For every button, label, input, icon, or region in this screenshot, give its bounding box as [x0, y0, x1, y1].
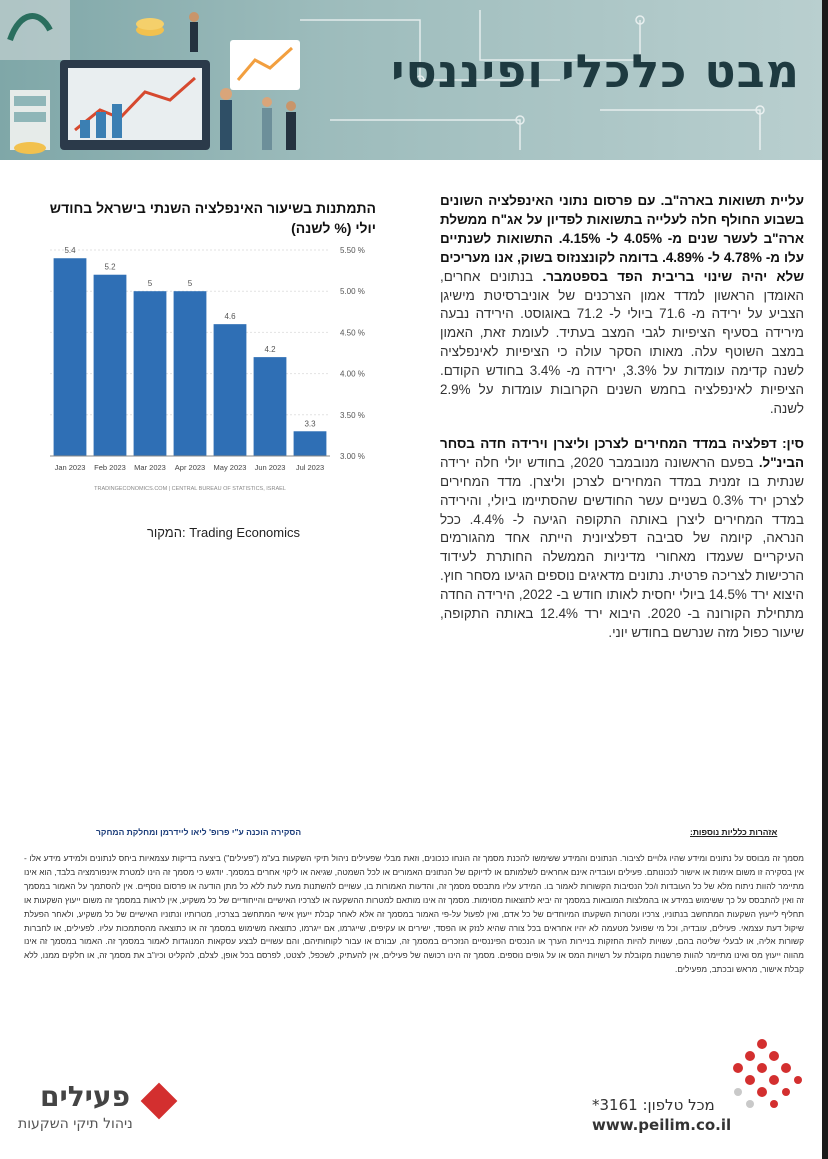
header-banner: [0, 0, 822, 160]
bar: [254, 357, 287, 456]
bar-value-label: 5.4: [64, 246, 76, 256]
bar: [134, 291, 167, 456]
y-tick-label: 3.00 %: [340, 452, 365, 461]
inflation-chart-svg: [40, 240, 380, 500]
x-tick-label: Jul 2023: [295, 463, 325, 472]
bar: [94, 275, 127, 456]
bar-value-label: 4.6: [224, 312, 236, 322]
legal-disclaimer: מסמך זה מבוסס על נתונים ומידע שהיו גלויים לציבור. הנתונים והמידע ששימשו להכנת מסמך זה הונחו כנכונים, וזאת מבלי שפעילים ניהול תיקי השקעות בע"מ ("פעילים") ביצעה בדיקות עצמאיות ביחס לנתונים ולמידע מידע אלו - אין בסקירה זו משום אימות או אישור לנכונותם. פעילים ועובדיה אינם אחראים לשלמותם או לדיוקם של הנתונים האמורים או לכל השמטה, שגיאה או ליקוי אחרים במסמך. יודגש כי מסמך זה הינו למטרת אינפורמציה בלבד, הוא אינו מתיימר להוות ניתוח מלא של כל העובדות ו/כל הנסיבות הקשורות לאמור בו. המידע עליו מתבסס מסמך זה, והדעות האמורות בו, עשויים להשתנות מעת לעת ללא כל מתן הודעה או פרסום נוסףים. אין להסתמך על האמור במסמך זה ואין להתבסס על כך ששימוש במידע או בהמלצות המובאות במסמך זה יביא לתוצאות מסוימות. מסמך זה אינו מותאם למטרות ההשקעה או לצרכיו האישיים והייחודיים של כל משקיע, אין לראות במסמך זה משום ייעוץ השקעות או תחליף לייעוץ השקעות המתחשב בנתוניו, צרכיו ומטרות השקעתו המיוחדים של כל אדם, ואין לפעול על-פי האמור במסמך זה אלא לאחר קבלת ייעוץ אישי המתחשב בצרכיו, מטרותיו ונתוניו האישיים של כל משקיע, ולאחר הפעלת שיקול דעת עצמאי. פעילים, עובדיה, וכל מי שפועל מטעמה לא יהיו אחראים בכל צורה שהיא לנזק או הפסד, ישירים או עקיפים, שייגרמו, אם ייגרמו, כתוצאה משימוש במסמך זה או כתוצאה מהסתמכות עליו. לפעילים, או לחברות קשורות אליה, או לבעלי שליטה בהם, עשויות להיות החזקות בניירות הערך או הנכסים הפיננסיים הנזכרים במסמך זה, עבורם או עבור לקוחותיהם, והם עשויים לבצע עסקאות המנוגדות לאמור במסמך זה. האמור במסמך זה אינו מהווה ייעוץ מס ואינו מתיימר להוות פרשנות מקובלת על רשויות המס או על גופים נוספים. מסמך זה הינו רכושה של פעילים, אין להעתיק, לשכפל, לצטט, לפרסם בכל אופן, לצלם, להקליט וכיו"ב את מסמך זה, או חלקים ממנו, ללא קבלת אישור, מראש ובכתב, מפעילים.: [24, 853, 804, 975]
chart-source: המקור: Trading Economics: [146, 525, 300, 540]
x-tick-label: Mar 2023: [134, 463, 166, 472]
y-tick-label: 5.00 %: [340, 287, 365, 297]
bar-value-label: 5: [147, 279, 153, 289]
prepared-by-note: הסקירה הוכנה ע"י פרופ' ליאו ליידרמן ומחלקת המחקר: [96, 827, 302, 837]
paragraph-1-lead: עליית תשואות בארה"ב. עם פרסום נתוני האינפלציה השונים בשבוע החולף חלה לעלייה בתשואות לפדיון על אג"ח ממשלת ארה"ב לעשר שנים מ- 4.05% ל- 4.15%. התשואות לשנתיים עלו מ- 4.78% ל- 4.89%. בדומה לקונצנזוס בשוק, אנו מעריכים שלא יהיה שינוי בריבית הפד בספטמבר.: [440, 193, 804, 284]
brand-dots-icon: [722, 1036, 802, 1116]
bar: [294, 431, 327, 456]
y-tick-label: 3.50 %: [340, 410, 365, 420]
y-tick-label: 4.00 %: [340, 369, 365, 379]
bar: [214, 324, 247, 456]
y-tick-label: 5.50 %: [340, 246, 365, 255]
warnings-heading: אזהרות כלליות נוספות:: [690, 827, 778, 837]
contact-phone: מכל טלפון: 3161*: [592, 1096, 715, 1114]
bar-value-label: 3.3: [304, 419, 316, 429]
website-link[interactable]: www.peilim.co.il: [592, 1116, 732, 1134]
x-tick-label: Feb 2023: [94, 463, 126, 472]
inflation-chart: [40, 240, 380, 500]
paragraph-1-body: בנתונים אחרים, האומדן הראשון למדד אמון הצרכנים של אוניברסיטת מישיגן הצביע על ירידה מ- 71.6 ביולי ל- 71.2 באוגוסט. הירידה נבעה מירידה בסעיף הציפיות לגבי המצב בעתיד. לעומת זאת, האמון במצב השוטף עלה. מאותו הסקר עולה כי הציפיות לאינפלציה לשנה קדימה עומדות על 3.3%, ירידה מ- 3.4% בחודש הקודם. הציפיות לאינפלציה בחמש השנים הקרובות עומדות על 2.9% לשנה.: [440, 268, 804, 416]
bar: [54, 258, 87, 456]
logo-tagline: ניהול תיקי השקעות: [18, 1116, 133, 1132]
bar: [174, 291, 207, 456]
article-paragraph-1: [440, 192, 804, 419]
bar-value-label: 5: [187, 279, 193, 289]
article-paragraph-2: [440, 435, 804, 643]
paragraph-2-lead: סין: דפלציה במדד המחירים לצרכן וליצרן וירידה חדה בסחר הבינ"ל.: [440, 435, 804, 470]
bar-value-label: 4.2: [264, 345, 276, 355]
article-column: [440, 192, 804, 659]
x-tick-label: Jan 2023: [54, 463, 86, 472]
x-tick-label: May 2023: [213, 463, 247, 472]
chart-title: התמתנות בשיעור האינפלציה השנתי בישראל בחודש יולי (% לשנה): [49, 200, 376, 236]
x-tick-label: Jun 2023: [254, 463, 286, 472]
bar-value-label: 5.2: [104, 262, 116, 272]
x-tick-label: Apr 2023: [174, 463, 206, 472]
logo-diamond-icon: [141, 1083, 178, 1120]
y-tick-label: 4.50 %: [340, 328, 365, 338]
chart-footer-credit: TRADINGECONOMICS.COM | CENTRAL BUREAU OF STATISTICS, ISRAEL: [94, 486, 286, 492]
logo-wordmark: פעילים: [40, 1080, 130, 1113]
paragraph-2-body: בפעם הראשונה מנובמבר 2020, בחודש יולי חלה ירידה שנתית בו זמנית במדד המחירים לצרכן וליצרן. מדד המחירים לצרכן ירד 0.3% בשניים עשר החודשים שהסתיימו ביולי, והירידה במדד המחירים ליצרן באותה התקופה הגיעה ל- 4.4%. ככל הנראה, קיומה של סביבה דפלציונית הייתה אחד מהגורמים העיקריים שעמדו מאחורי מדיניות הממשלה החותרת לעידוד הרכישות לצריכה פרטית. נתונים מדאיגים נוספים הגיעו מסחר חוץ. היצוא ירד 14.5% ביולי יחסית לאותו חודש ב- 2022, הירידה החדה מתחילת הקורונה ב- 2020. היבוא ירד 12.4% באותה התקופה, שיעור כפול מזה שנרשם בחודש יוני.: [440, 454, 804, 640]
banner-title: מבט כלכלי ופיננסי: [390, 44, 800, 98]
